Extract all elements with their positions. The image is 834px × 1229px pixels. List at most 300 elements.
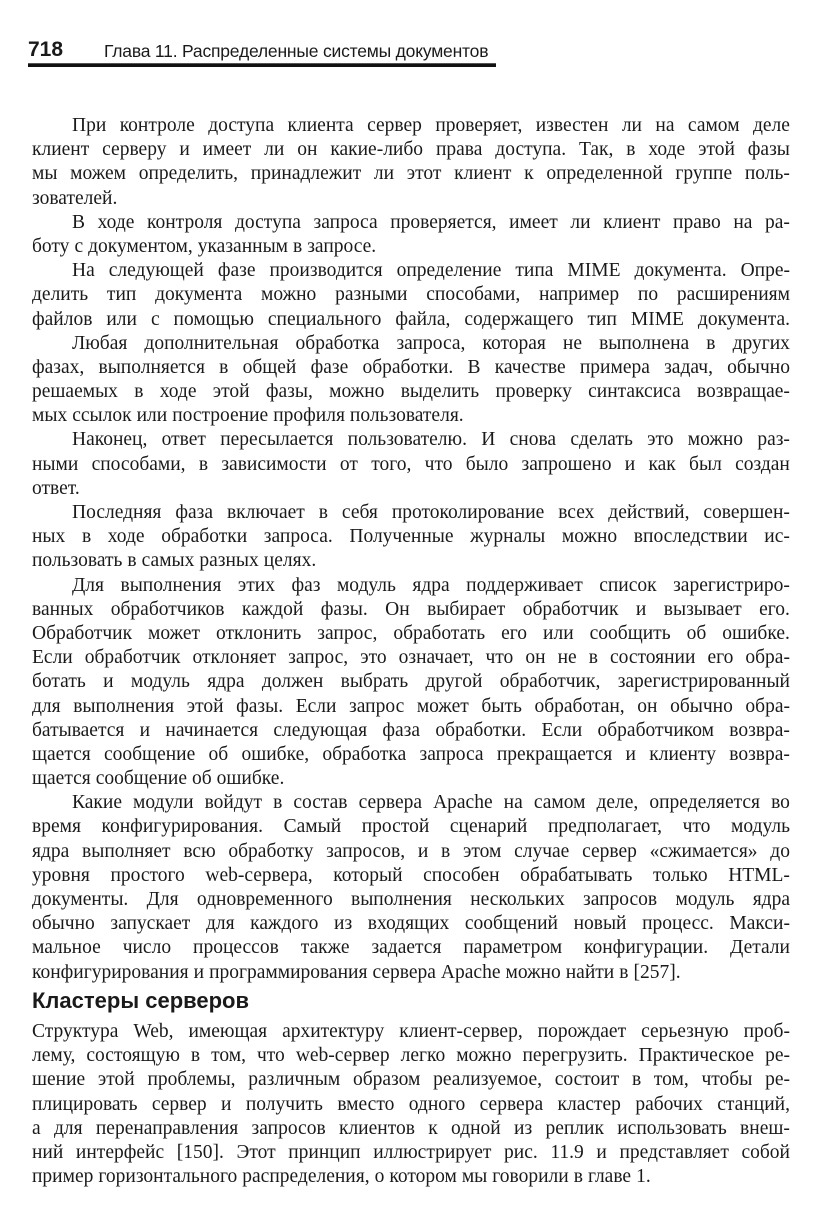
paragraph	[32, 211, 790, 259]
word: самом	[533, 792, 586, 814]
word: запрос	[349, 695, 405, 717]
word: и	[596, 1141, 607, 1163]
word: состоит	[554, 1069, 620, 1091]
word: отклоняет	[192, 647, 277, 669]
word: клиент-сервер,	[399, 1021, 523, 1042]
word: фаза	[175, 502, 213, 523]
word: делить	[32, 284, 89, 306]
word: решаемых	[32, 381, 118, 403]
word: поль-	[744, 163, 790, 185]
word: задач,	[664, 356, 713, 378]
word: можно	[505, 961, 561, 983]
word: запрос,	[317, 622, 378, 644]
word: представляет	[619, 1141, 729, 1163]
word: деле	[752, 115, 790, 136]
word: выбрать	[340, 671, 409, 693]
text-line	[32, 211, 790, 235]
word: ре-	[765, 1045, 790, 1067]
text-line	[32, 380, 790, 404]
text-line	[32, 453, 790, 477]
word: процессов	[193, 937, 279, 959]
word: Любая	[72, 332, 128, 354]
paragraph	[32, 428, 790, 501]
word: совершен-	[703, 502, 790, 523]
text-line	[32, 428, 790, 452]
word: ошибке.	[216, 768, 285, 790]
word: ванных	[32, 598, 94, 620]
word: запроса.	[263, 526, 333, 548]
word: не	[562, 332, 582, 354]
text-line	[32, 501, 790, 525]
word: получить	[245, 1093, 323, 1115]
section-body	[32, 1020, 790, 1189]
word: обра-	[745, 647, 790, 669]
word: использовать	[617, 1117, 727, 1139]
word: ными	[32, 453, 79, 475]
text-line	[32, 840, 790, 864]
word: в	[127, 550, 137, 572]
word: обработчик	[84, 647, 181, 669]
word: только	[653, 864, 708, 886]
word: и	[221, 1093, 232, 1115]
word: «сжимается»	[649, 840, 758, 862]
word: выбирает	[427, 598, 506, 620]
word: конфигурирования	[32, 961, 189, 983]
word: имеет	[202, 139, 252, 161]
word: пользовать	[32, 550, 123, 572]
word: ли	[570, 211, 591, 233]
text-line	[32, 719, 790, 743]
word: сообщение	[95, 768, 187, 790]
text-line	[32, 888, 790, 912]
word: контроле	[119, 115, 195, 136]
word: можно	[329, 381, 385, 403]
word: указанным	[197, 235, 289, 257]
word: выполнения	[73, 695, 175, 717]
text-line	[32, 187, 790, 211]
word: зарегистрированный	[617, 671, 790, 693]
word: что	[485, 647, 514, 669]
header-rule	[28, 64, 496, 67]
word: котором	[389, 1166, 457, 1188]
word: типа	[515, 260, 554, 282]
word: и	[139, 719, 151, 741]
word: клиентов	[338, 1117, 415, 1139]
word: ре-	[765, 1069, 790, 1091]
word: ядра	[752, 889, 790, 910]
word: параметром	[463, 937, 563, 959]
word: можно	[456, 1045, 512, 1067]
word: его.	[759, 598, 790, 620]
word: войдут	[204, 792, 263, 814]
word: выполнения	[351, 889, 452, 910]
word: фазе	[310, 356, 349, 378]
word: сценарий	[449, 816, 528, 838]
word: какие-либо	[330, 139, 424, 161]
text-line	[32, 1165, 790, 1189]
word: обработку	[228, 840, 314, 862]
word: пересылается	[220, 429, 334, 451]
word: принадлежит	[250, 163, 362, 185]
word: кластер	[557, 1093, 621, 1115]
word: или	[543, 622, 574, 644]
word: выделить	[400, 381, 480, 403]
text-line	[32, 695, 790, 719]
word: сообщений	[464, 913, 558, 935]
word: в	[81, 526, 92, 548]
word: по	[637, 284, 659, 306]
word: клиенту	[649, 743, 716, 765]
word: каждой	[241, 598, 304, 620]
word: Так,	[578, 139, 614, 161]
word: сервера	[358, 792, 423, 814]
word: сделать	[570, 429, 633, 451]
word: MIME	[567, 260, 621, 282]
word: документа.	[634, 260, 727, 282]
word: проверяется,	[390, 211, 497, 233]
section-heading: Кластеры серверов	[32, 988, 250, 1013]
word: сервера	[372, 961, 436, 983]
word: Последняя	[72, 502, 162, 523]
word: пример	[32, 1166, 94, 1188]
word: ядра	[412, 574, 450, 596]
word: в	[190, 1045, 201, 1067]
word: мы	[32, 163, 58, 185]
word: также	[300, 937, 350, 959]
word: web-сервера,	[205, 864, 313, 886]
word: обработчиком	[597, 719, 714, 741]
word: можно	[687, 429, 744, 451]
text-line	[32, 912, 790, 936]
word: запроса	[313, 211, 378, 233]
word: предполагает,	[547, 816, 662, 838]
word: его	[501, 622, 528, 644]
word: [257].	[633, 961, 681, 983]
word: web-сервер	[295, 1045, 390, 1067]
word: протоколирование	[391, 502, 545, 523]
word: отклонить	[216, 622, 302, 644]
word: И	[481, 429, 496, 451]
word: клиент	[454, 163, 512, 185]
text-line	[32, 332, 790, 356]
word: профиля	[273, 405, 345, 427]
word: сервера	[479, 1093, 544, 1115]
word: может	[148, 622, 201, 644]
word: из	[514, 1117, 533, 1139]
word: контроля	[147, 211, 223, 233]
word: Самый	[283, 816, 342, 838]
word: В	[467, 356, 481, 378]
word: синтаксиса	[588, 381, 681, 403]
word: внеш-	[740, 1117, 790, 1139]
text-line	[32, 477, 790, 501]
text-line	[32, 235, 790, 259]
word: способами,	[91, 453, 186, 475]
word: обработан,	[534, 695, 625, 717]
word: к	[428, 1117, 438, 1139]
word: от	[339, 453, 358, 475]
word: деле,	[596, 792, 639, 814]
word: обработка	[295, 332, 380, 354]
word: в	[273, 792, 283, 814]
word: ядра	[207, 671, 245, 693]
word: расширениям	[676, 284, 790, 306]
word: сервер	[582, 840, 637, 862]
word: на	[733, 211, 753, 233]
word: щается	[32, 768, 91, 790]
word: построение	[172, 405, 269, 427]
word: одной	[451, 1117, 501, 1139]
word: выполняет	[82, 840, 171, 862]
word: мы	[461, 1166, 488, 1188]
word: реализуемое,	[433, 1069, 542, 1091]
word: он	[637, 695, 658, 717]
word: и	[417, 840, 429, 862]
word: ответ	[161, 429, 206, 451]
word: а	[32, 1117, 41, 1139]
word: файлов	[32, 308, 93, 330]
word: можно	[261, 284, 317, 306]
word: имеет	[509, 211, 558, 233]
word: фазах,	[32, 356, 85, 378]
word: можно	[561, 526, 618, 548]
word: и	[179, 139, 190, 161]
word: запускает	[110, 913, 191, 935]
word: имеющая	[188, 1021, 268, 1042]
word: нескольких	[470, 889, 565, 910]
word: группе	[675, 163, 733, 185]
word: для	[53, 1117, 83, 1139]
word: общей	[242, 356, 297, 378]
word: его	[707, 647, 734, 669]
text-line	[32, 1093, 790, 1117]
word: доступа	[208, 115, 275, 136]
word: раз-	[757, 429, 790, 451]
word: обработки	[161, 526, 248, 548]
text-line	[32, 574, 790, 598]
word: рис.	[504, 1141, 538, 1163]
word: журналы	[470, 526, 546, 548]
word: на	[655, 115, 675, 136]
word: целях.	[263, 550, 317, 572]
word: простого	[110, 864, 185, 886]
word: ли	[621, 115, 642, 136]
word: зователей.	[32, 187, 118, 209]
word: ходе	[107, 526, 145, 548]
word: можем	[70, 163, 126, 185]
word: документа.	[697, 308, 790, 330]
word: документы.	[32, 889, 129, 910]
word: клиента	[287, 115, 354, 136]
word: этой	[97, 1069, 135, 1091]
word: список	[599, 574, 657, 596]
word: ошибке.	[722, 622, 790, 644]
word: Для	[146, 889, 179, 910]
word: сообщить	[589, 622, 671, 644]
word: ходе	[97, 211, 135, 233]
word: говорили	[492, 1166, 569, 1188]
word: ходе	[159, 381, 197, 403]
word: это	[647, 429, 674, 451]
word: ра-	[765, 211, 790, 233]
word: Какие	[72, 792, 122, 814]
word: действий,	[608, 502, 690, 523]
word: разных	[199, 550, 259, 572]
text-line	[32, 404, 790, 428]
word: серьезную	[641, 1021, 729, 1042]
word: с	[74, 235, 84, 257]
word: во	[771, 792, 790, 814]
word: обработки.	[362, 356, 454, 378]
word: качестве	[494, 356, 566, 378]
text-line	[32, 283, 790, 307]
word: Макси-	[729, 913, 790, 935]
word: ботать	[32, 671, 86, 693]
word: программирования	[209, 961, 368, 983]
word: запроса	[419, 743, 484, 765]
word: ответ.	[32, 477, 80, 499]
word: которая	[482, 332, 546, 354]
word: ходе	[648, 139, 686, 161]
word: определить,	[138, 163, 239, 185]
word: поддерживает	[466, 574, 583, 596]
word: документом,	[88, 235, 193, 257]
word: помощью	[173, 308, 254, 330]
word: Apache	[440, 961, 501, 983]
word: лему,	[32, 1045, 76, 1067]
word: в	[706, 332, 716, 354]
text-line	[32, 549, 790, 573]
word: примера	[579, 356, 650, 378]
word: не	[557, 647, 577, 669]
word: право	[673, 211, 721, 233]
paragraph	[32, 332, 790, 429]
text-line	[32, 1044, 790, 1068]
word: тип	[587, 308, 617, 330]
word: фазы.	[236, 695, 284, 717]
word: это	[360, 647, 387, 669]
word: модуль	[336, 574, 396, 596]
word: проверку	[495, 381, 572, 403]
word: запрошено	[521, 453, 612, 475]
word: обработчиков	[110, 598, 225, 620]
word: Детали	[730, 937, 790, 959]
word: новый	[573, 913, 627, 935]
word: боту	[32, 235, 70, 257]
word: впоследствии	[633, 526, 748, 548]
text-line	[32, 138, 790, 162]
text-line	[32, 864, 790, 888]
word: вместо	[337, 1093, 395, 1115]
word: создан	[735, 453, 790, 475]
word: щается	[32, 743, 91, 765]
word: обычно	[670, 695, 733, 717]
text-line	[32, 1117, 790, 1141]
body-text	[32, 114, 790, 985]
word: выполняется	[98, 356, 205, 378]
word: и	[624, 453, 636, 475]
word: в	[588, 647, 598, 669]
word: ис-	[764, 526, 790, 548]
word: 1.	[636, 1166, 651, 1188]
word: следующей	[108, 260, 204, 282]
word: и	[103, 671, 114, 693]
text-line	[32, 1020, 790, 1044]
page-number: 718	[28, 38, 64, 61]
word: задается	[371, 937, 442, 959]
word: в	[631, 1069, 642, 1091]
word: Web,	[133, 1021, 174, 1042]
word: HTML-	[728, 864, 790, 886]
word: в	[134, 381, 144, 403]
word: модули	[133, 792, 194, 814]
word: процесс.	[642, 913, 714, 935]
word: Apache	[433, 792, 493, 814]
word: в	[441, 840, 451, 862]
text-line	[32, 936, 790, 960]
word: до	[770, 840, 790, 862]
word: файла,	[395, 308, 451, 330]
word: Обработчик	[32, 622, 133, 644]
text-line	[32, 1141, 790, 1165]
word: Он	[385, 598, 410, 620]
word: рабочих	[635, 1093, 703, 1115]
word: фаза	[382, 719, 421, 741]
word: сообщение	[103, 743, 196, 765]
word: начинается	[165, 719, 259, 741]
word: вызывает	[663, 598, 742, 620]
word: горизонтального	[98, 1166, 238, 1188]
word: этом	[462, 840, 502, 862]
word: этот	[406, 163, 442, 185]
word: этой	[186, 695, 224, 717]
word: и	[625, 743, 636, 765]
word: был	[689, 453, 722, 475]
word: ядра	[32, 840, 70, 862]
word: пользователя.	[349, 405, 464, 427]
word: время	[32, 816, 81, 838]
word: одновременного	[196, 889, 333, 910]
word: означает,	[398, 647, 474, 669]
word: Этот	[236, 1141, 276, 1163]
word: реплик	[545, 1117, 604, 1139]
word: число	[122, 937, 172, 959]
word: например	[538, 284, 620, 306]
word: в	[219, 356, 229, 378]
word: принцип	[288, 1141, 361, 1163]
word: каждого	[250, 913, 319, 935]
word: пользователю.	[347, 429, 467, 451]
word: всю	[183, 840, 216, 862]
word: запросов	[251, 1117, 326, 1139]
word: других	[732, 332, 790, 354]
word: конфигурации.	[584, 937, 709, 959]
text-line	[32, 670, 790, 694]
word: фазы	[747, 139, 790, 161]
word: модуль	[731, 816, 790, 838]
word: модуль	[130, 671, 190, 693]
word: Для	[72, 574, 105, 596]
word: что	[682, 816, 711, 838]
word: проблемы,	[147, 1069, 236, 1091]
word: определяется	[649, 792, 761, 814]
word: На	[72, 260, 95, 282]
word: всех	[558, 502, 595, 523]
word: того,	[371, 453, 412, 475]
word: распределения,	[242, 1166, 370, 1188]
word: способен	[423, 864, 500, 886]
word: может	[416, 695, 469, 717]
